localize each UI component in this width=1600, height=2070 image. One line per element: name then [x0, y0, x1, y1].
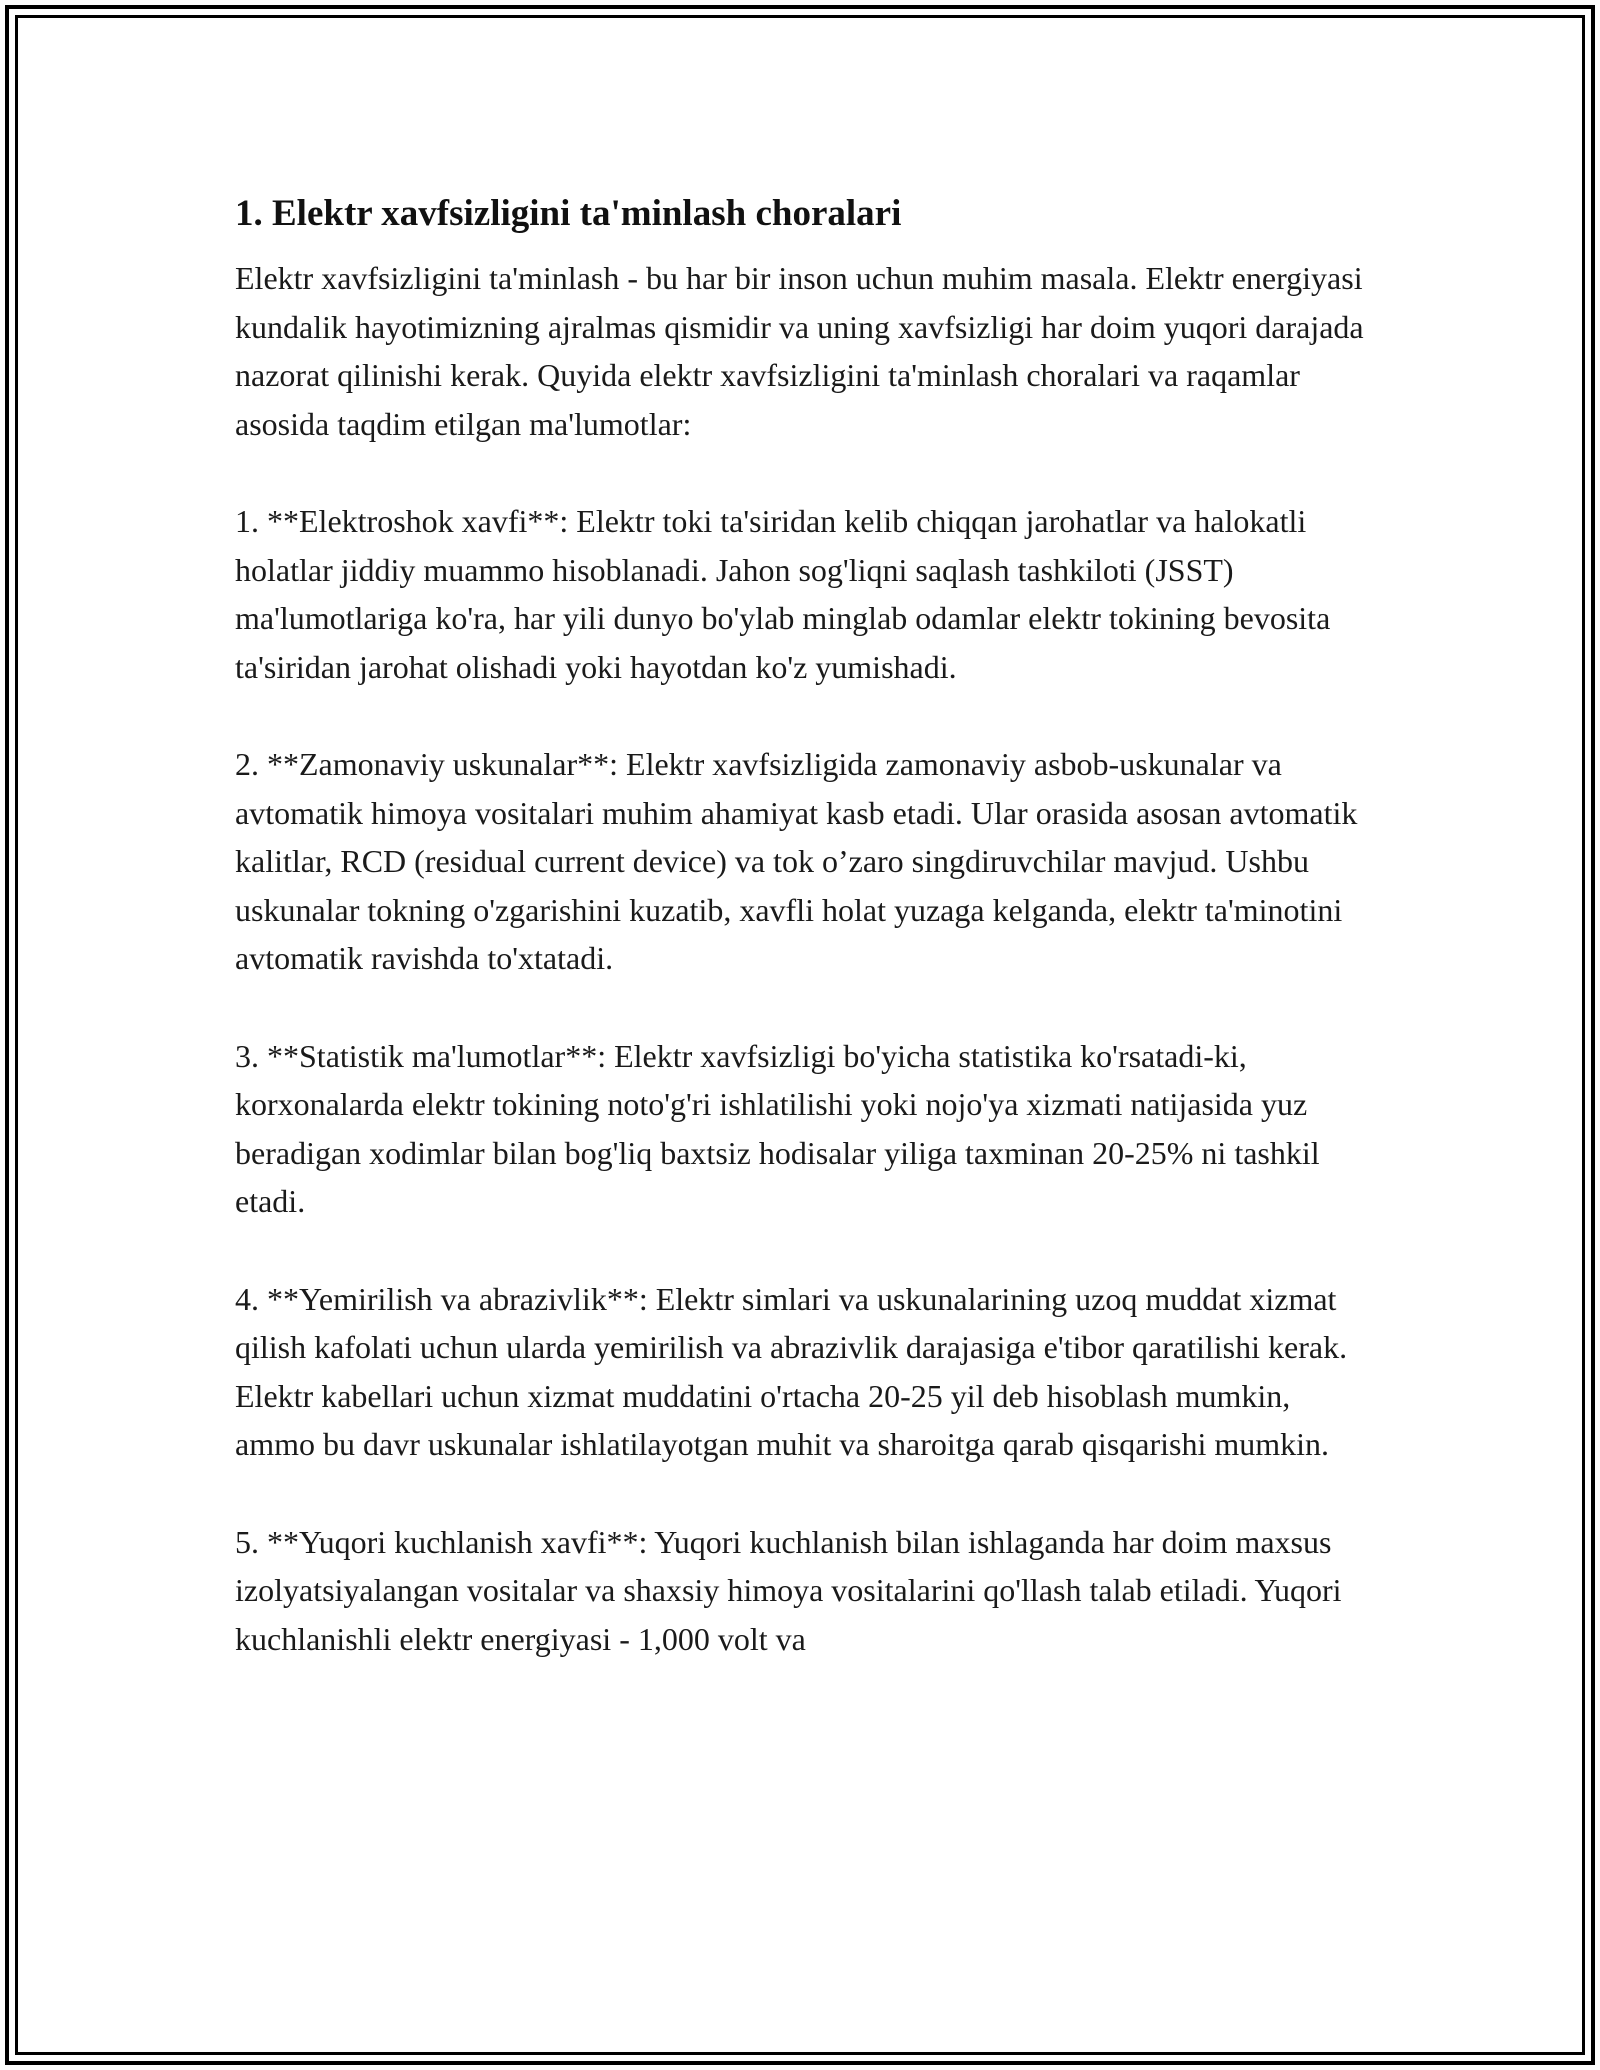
document-title: 1. Elektr xavfsizligini ta'minlash choralari: [235, 193, 902, 234]
paragraph-high-voltage-risk: 5. **Yuqori kuchlanish xavfi**: Yuqori kuchlanish bilan ishlaganda har doim maxsus izolyatsiyalangan vositalar va shaxsiy himoya vositalarini qo'llash talab etiladi. Yuqori kuchlanishli elektr energiyasi - 1,000 volt va: [235, 1523, 1342, 1657]
paragraph-statistics: 3. **Statistik ma'lumotlar**: Elektr xavfsizligi bo'yicha statistika ko'rsatadi-ki, korxonalarda elektr tokining noto'g'ri ishlatilishi yoki nojo'ya xizmati natijasida yuz beradigan xodimlar bilan bog'liq baxtsiz hodisalar yiliga taxminan 20-25% ni tashkil etadi.: [235, 1037, 1320, 1219]
document-body: [235, 188, 1370, 1663]
paragraph-modern-equipment: 2. **Zamonaviy uskunalar**: Elektr xavfsizligida zamonaviy asbob-uskunalar va avtomatik himoya vositalari muhim ahamiyat kasb etadi. Ular orasida asosan avtomatik kalitlar, RCD (residual current device) va tok o’zaro singdiruvchilar mavjud. Ushbu uskunalar tokning o'zgarishini kuzatib, xavfli holat yuzaga kelganda, elektr ta'minotini avtomatik ravishda to'xtatadi.: [235, 746, 1358, 976]
paragraph-electroshock-risk: 1. **Elektroshok xavfi**: Elektr toki ta'siridan kelib chiqqan jarohatlar va halokatli holatlar jiddiy muammo hisoblanadi. Jahon sog'liqni saqlash tashkiloti (JSST) ma'lumotlariga ko'ra, har yili dunyo bo'ylab minglab odamlar elektr tokining bevosita ta'siridan jarohat olishadi yoki hayotdan ko'z yumishadi.: [235, 503, 1331, 685]
intro-paragraph: Elektr xavfsizligini ta'minlash - bu har bir inson uchun muhim masala. Elektr energiyasi kundalik hayotimizning ajralmas qismidir va uning xavfsizligi har doim yuqori darajada nazorat qilinishi kerak. Quyida elektr xavfsizligini ta'minlash choralari va raqamlar asosida taqdim etilgan ma'lumotlar:: [235, 260, 1364, 442]
paragraph-wear-abrasion: 4. **Yemirilish va abrazivlik**: Elektr simlari va uskunalarining uzoq muddat xizmat qilish kafolati uchun ularda yemirilish va abrazivlik darajasiga e'tibor qaratilishi kerak. Elektr kabellari uchun xizmat muddatini o'rtacha 20-25 yil deb hisoblash mumkin, ammo bu davr uskunalar ishlatilayotgan muhit va sharoitga qarab qisqarishi mumkin.: [235, 1280, 1348, 1462]
